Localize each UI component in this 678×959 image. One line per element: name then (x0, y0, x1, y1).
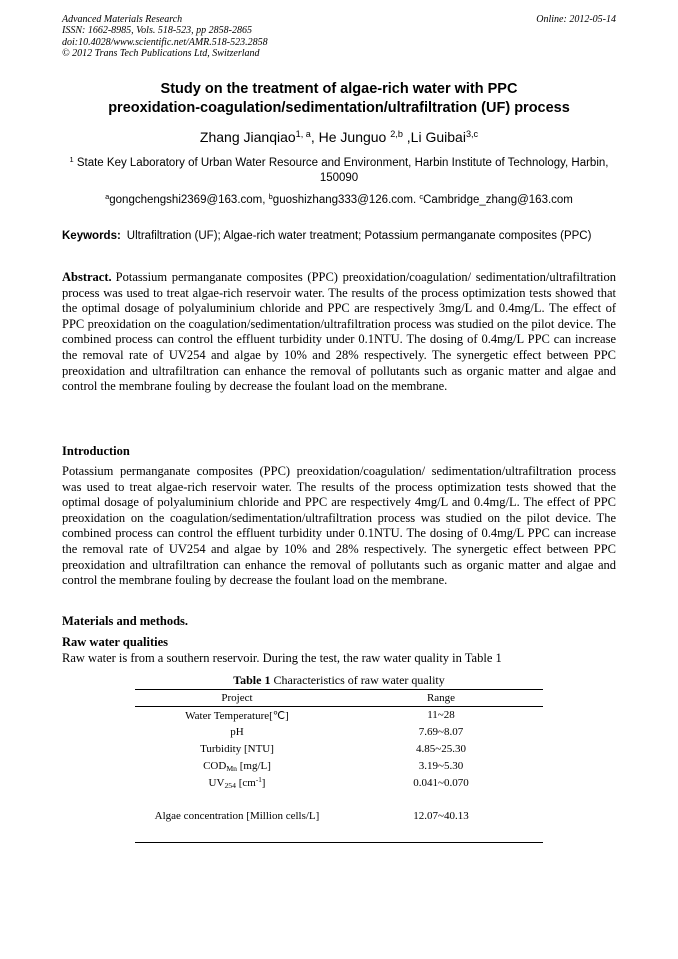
table-cell-range: 3.19~5.30 (418, 760, 464, 772)
table-header-range: Range (426, 692, 456, 704)
abstract-text: Potassium permanganate composites (PPC) preoxidation/coagulation/ sedimentation/ultrafiltration process was used to treat algae-rich reservoir water. The results of the process optimization tests showed that the optimal dosage of polyaluminium chloride and PPC are respectively 3mg/L and 0.4mg/L. The effect of PPC preoxidation on the coagulation/sedimentation/ultrafiltration process was studied on the pilot device. The combined process can control the effluent turbidity under 0.1NTU. The dosing of 0.4mg/L PPC can increase the removal rate of UV254 and algae by 10% and 28% respectively. The synergetic effect between PPC preoxidation and ultrafiltration can enhance the removal of pollutants such as organic matter and algae and control the membrane fouling by decrease the foulant load on the membrane. (62, 270, 616, 394)
affiliation-marker: 1 (69, 154, 74, 164)
email-b: guoshizhang333@126.com. (272, 194, 420, 206)
email-a: gongchengshi2369@163.com, (109, 194, 269, 206)
raw-water-text: Raw water is from a southern reservoir. During the test, the raw water quality in Table 1 (62, 651, 502, 665)
table-label: Table 1 (233, 673, 271, 687)
journal-header (62, 14, 616, 59)
table-cell-range: 11~28 (427, 709, 455, 721)
cod-main: COD (203, 760, 227, 772)
table-cell-range: 7.69~8.07 (418, 726, 464, 738)
raw-water-heading: Raw water qualities (62, 635, 169, 649)
uv-main: UV (208, 777, 225, 789)
table-caption (135, 673, 543, 688)
table-cell-range: 12.07~40.13 (413, 810, 469, 822)
table-cell-project (135, 777, 339, 789)
copyright-line: © 2012 Trans Tech Publications Ltd, Switzerland (62, 47, 260, 59)
table-cell-project: Turbidity [NTU] (200, 743, 274, 755)
affiliation (62, 156, 616, 186)
table-header-project: Project (221, 692, 253, 704)
table-cell-range: 0.041~0.070 (413, 777, 469, 789)
author-list (62, 129, 616, 146)
email-c-marker: c (419, 191, 424, 201)
doi-line: doi:10.4028/www.scientific.net/AMR.518-523.2858 (62, 36, 268, 48)
online-date: Online: 2012-05-14 (536, 14, 616, 25)
table-cell-project: pH (230, 726, 244, 738)
keywords-text: Ultrafiltration (UF); Algae-rich water treatment; Potassium permanganate composites (PPC) (126, 230, 592, 242)
introduction-heading: Introduction (62, 444, 130, 458)
introduction-text: Potassium permanganate composites (PPC) preoxidation/coagulation/ sedimentation/ultrafiltration process was used to treat algae-rich reservoir water. The results of the process optimization tests showed that the optimal dosage of polyaluminium chloride and PPC are respectively 4mg/L and 0.4mg/L. The effect of PPC preoxidation on the coagulation/sedimentation/ultrafiltration process was studied on the pilot device. The combined process can control the effluent turbidity under 0.1NTU. The dosing of 0.4mg/L PPC can increase the removal rate of UV254 and algae by 10% and 28% respectively. The synergetic effect between PPC preoxidation and ultrafiltration can enhance the removal of pollutants such as organic matter and algae and control the membrane fouling by decrease the foulant load on the membrane. (62, 464, 616, 588)
author-2-affil: 2,b (390, 129, 403, 139)
table-cell-project (135, 760, 339, 772)
keywords (62, 229, 616, 244)
table-caption-text: Characteristics of raw water quality (273, 673, 445, 687)
paper-title (62, 80, 616, 118)
table-top-rule (135, 689, 543, 690)
table-cell-project: Water Temperature[℃] (185, 710, 289, 722)
title-line-2: preoxidation-coagulation/sedimentation/ultrafiltration (UF) process (108, 100, 570, 116)
cod-unit: [mg/L] (237, 760, 271, 772)
uv-unit-end: ] (261, 777, 266, 789)
cod-subscript: Mn (226, 763, 237, 773)
table-header-rule (135, 706, 543, 707)
author-2: , He Junguo (310, 129, 391, 145)
affiliation-text: State Key Laboratory of Urban Water Resource and Environment, Harbin Institute of Technology, Harbin, 150090 (73, 157, 609, 184)
abstract-label: Abstract. (62, 270, 112, 284)
author-3-affil: 3,c (465, 129, 479, 139)
methods-heading: Materials and methods. (62, 614, 189, 628)
author-1-affil: 1, a (295, 129, 311, 139)
abstract (62, 270, 616, 395)
uv-superscript: -1 (255, 776, 262, 785)
email-a-marker: a (105, 191, 110, 201)
keywords-label: Keywords: (62, 230, 121, 242)
uv-subscript: 254 (224, 780, 236, 790)
table-cell-range: 4.85~25.30 (416, 743, 466, 755)
title-line-1: Study on the treatment of algae-rich water with PPC (160, 81, 518, 97)
email-list (62, 193, 616, 208)
author-1: Zhang Jianqiao (199, 129, 296, 145)
uv-unit: [cm (235, 777, 256, 789)
table-bottom-rule (135, 842, 543, 843)
table-cell-project: Algae concentration [Million cells/L] (154, 810, 320, 822)
email-c: Cambridge_zhang@163.com (423, 194, 573, 206)
email-b-marker: b (268, 191, 273, 201)
author-3: ,Li Guibai (402, 129, 466, 145)
journal-name: Advanced Materials Research (62, 14, 183, 25)
issn-line: ISSN: 1662-8985, Vols. 518-523, pp 2858-2865 (62, 25, 252, 37)
